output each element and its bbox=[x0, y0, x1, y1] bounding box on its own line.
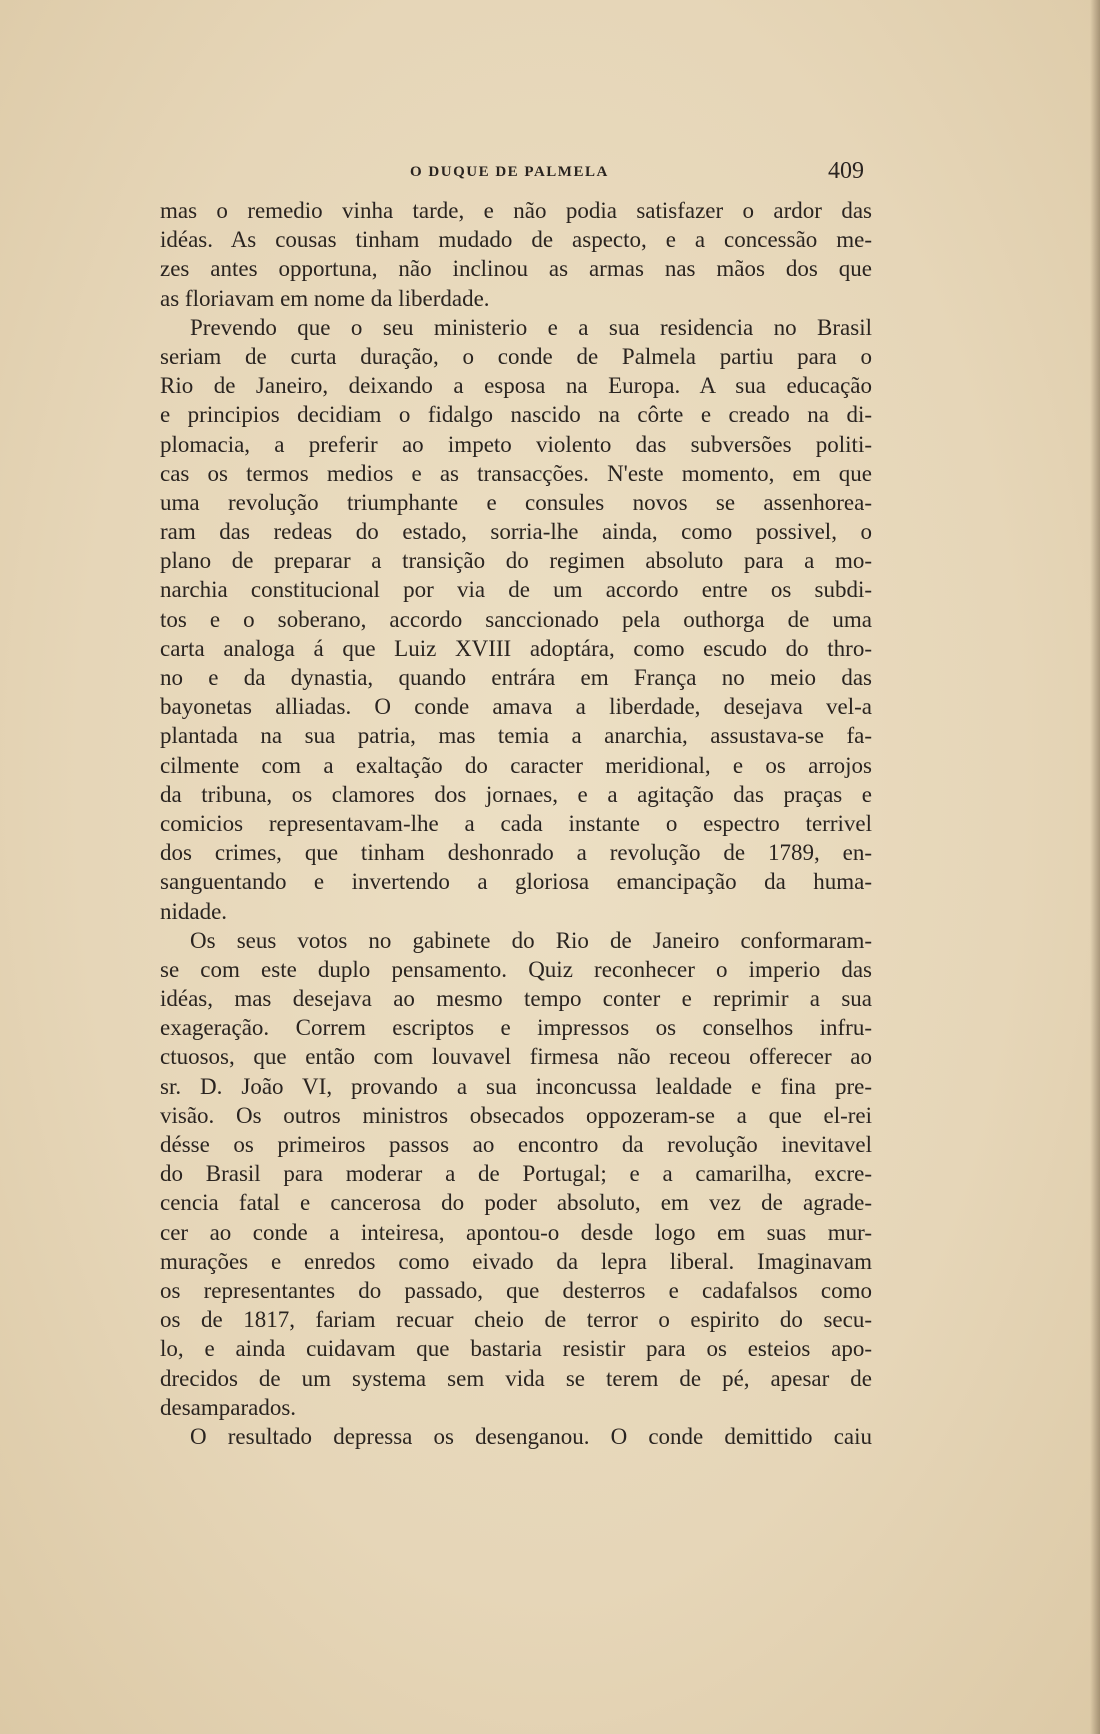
text-line: seriam de curta duração, o conde de Palmela partiu para o bbox=[160, 343, 872, 369]
text-line: ctuosos, que então com louvavel firmesa não receou offerecer ao bbox=[160, 1044, 872, 1070]
text-line: cas os termos medios e as transacções. N'este momento, em que bbox=[160, 460, 872, 486]
text-line: désse os primeiros passos ao encontro da revolução inevitavel bbox=[160, 1132, 872, 1157]
text-line: drecidos de um systema sem vida se terem de pé, apesar de bbox=[160, 1365, 872, 1391]
text-line: murações e enredos como eivado da lepra liberal. Imaginavam bbox=[160, 1248, 872, 1274]
text-line: do Brasil para moderar a de Portugal; e a camarilha, excre- bbox=[160, 1161, 872, 1187]
body-text bbox=[160, 196, 872, 1451]
text-line: ram das redeas do estado, sorria-lhe ainda, como possivel, o bbox=[160, 519, 872, 545]
text-line: nidade. bbox=[160, 898, 228, 924]
text-line: uma revolução triumphante e consules novos se assenhorea- bbox=[160, 489, 872, 515]
text-line: cencia fatal e cancerosa do poder absoluto, em vez de agrade- bbox=[160, 1190, 872, 1216]
text-line: plomacia, a preferir ao impeto violento das subversões politi- bbox=[160, 431, 872, 457]
text-line: idéas. As cousas tinham mudado de aspecto, e a concessão me- bbox=[160, 227, 872, 253]
text-line: Prevendo que o seu ministerio e a sua residencia no Brasil bbox=[190, 314, 872, 340]
text-line: lo, e ainda cuidavam que bastaria resistir para os esteios apo- bbox=[160, 1336, 872, 1362]
running-head bbox=[160, 160, 872, 188]
text-line: carta analoga á que Luiz XVIII adoptára, como escudo do thro- bbox=[160, 635, 872, 661]
text-line: comicios representavam-lhe a cada instante o espectro terrivel bbox=[160, 810, 872, 836]
text-line: sr. D. João VI, provando a sua inconcussa lealdade e fina pre- bbox=[160, 1073, 872, 1099]
page-edge-shadow bbox=[1090, 0, 1100, 1734]
text-line: plantada na sua patria, mas temia a anarchia, assustava-se fa- bbox=[160, 723, 872, 749]
text-line: e principios decidiam o fidalgo nascido na côrte e creado na di- bbox=[160, 402, 872, 428]
text-line: O resultado depressa os desenganou. O conde demittido caiu bbox=[190, 1423, 872, 1449]
text-line: os de 1817, fariam recuar cheio de terror o espirito do secu- bbox=[160, 1307, 872, 1333]
text-line: tos e o soberano, accordo sanccionado pela outhorga de uma bbox=[160, 606, 872, 632]
text-line: Rio de Janeiro, deixando a esposa na Europa. A sua educação bbox=[160, 373, 872, 399]
text-line: se com este duplo pensamento. Quiz reconhecer o imperio das bbox=[160, 956, 872, 982]
text-line: da tribuna, os clamores dos jornaes, e a agitação das praças e bbox=[160, 781, 872, 807]
text-line: zes antes opportuna, não inclinou as armas nas mãos dos que bbox=[160, 256, 872, 282]
text-line: idéas, mas desejava ao mesmo tempo conter e reprimir a sua bbox=[160, 986, 872, 1012]
page-number: 409 bbox=[828, 158, 864, 184]
text-line: sanguentando e invertendo a gloriosa emancipação da huma- bbox=[160, 869, 872, 895]
text-line: visão. Os outros ministros obsecados oppozeram-se a que el-rei bbox=[160, 1102, 872, 1128]
text-line: desamparados. bbox=[160, 1394, 297, 1420]
text-line: cilmente com a exaltação do caracter meridional, e os arrojos bbox=[160, 752, 872, 778]
text-line: mas o remedio vinha tarde, e não podia satisfazer o ardor das bbox=[160, 198, 872, 223]
text-line: Os seus votos no gabinete do Rio de Janeiro conformaram- bbox=[190, 927, 872, 953]
text-line: as floriavam em nome da liberdade. bbox=[160, 285, 490, 311]
text-line: no e da dynastia, quando entrára em França no meio das bbox=[160, 665, 872, 690]
text-line: exageração. Correm escriptos e impressos os conselhos infru- bbox=[160, 1015, 872, 1041]
text-line: narchia constitucional por via de um accordo entre os subdi- bbox=[160, 577, 872, 603]
text-line: dos crimes, que tinham deshonrado a revolução de 1789, en- bbox=[160, 840, 872, 866]
text-line: bayonetas alliadas. O conde amava a liberdade, desejava vel-a bbox=[160, 694, 872, 720]
text-line: plano de preparar a transição do regimen absoluto para a mo- bbox=[160, 548, 872, 574]
text-line: os representantes do passado, que desterros e cadafalsos como bbox=[160, 1277, 872, 1303]
text-line: cer ao conde a inteiresa, apontou-o desde logo em suas mur- bbox=[160, 1219, 872, 1245]
running-title: O DUQUE DE PALMELA bbox=[410, 164, 609, 180]
